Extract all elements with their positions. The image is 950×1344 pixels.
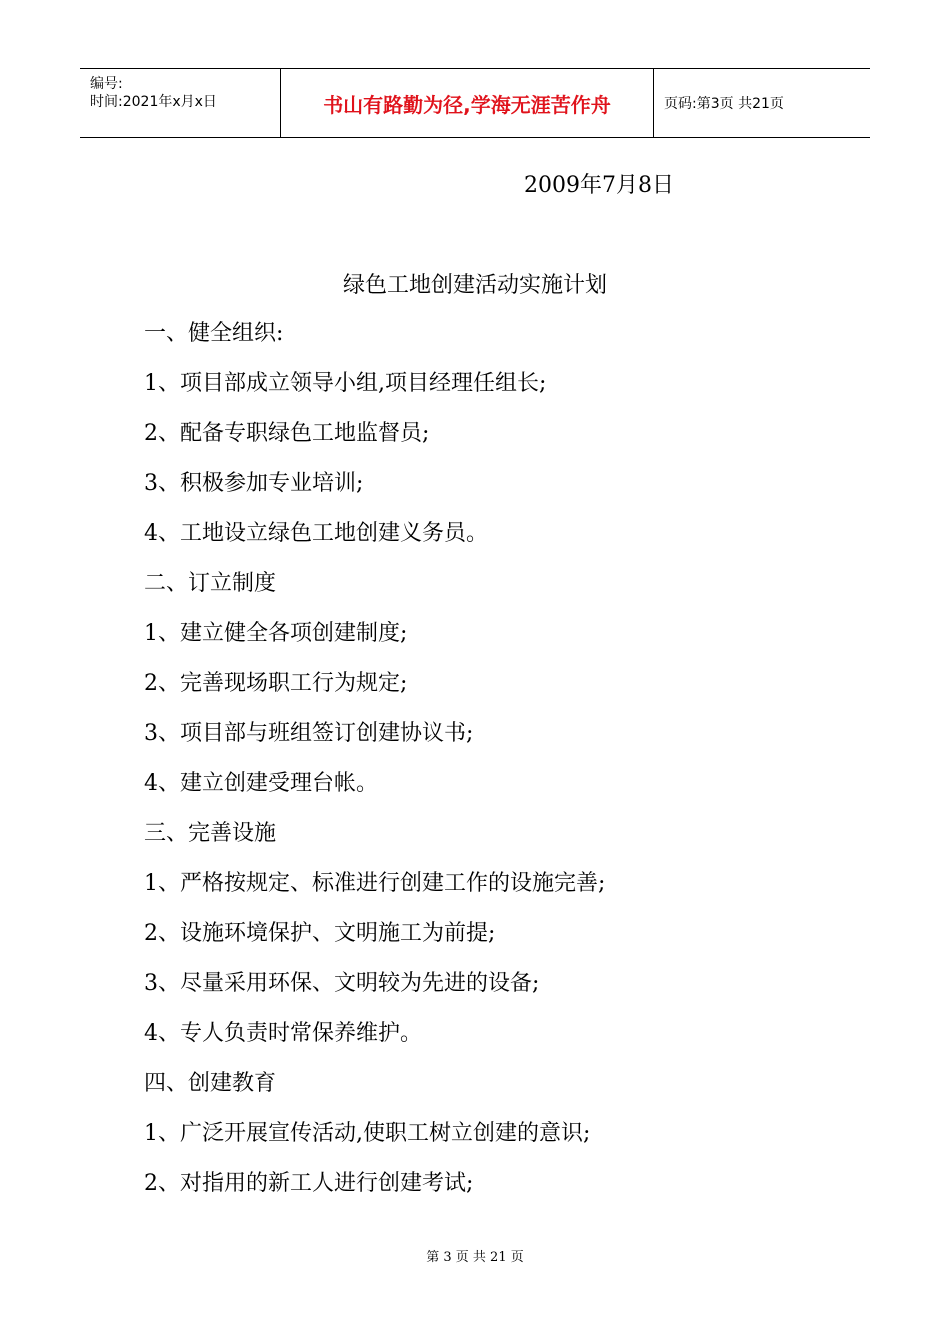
body-line: 2、对指用的新工人进行创建考试; <box>144 1171 474 1196</box>
body-line: 2、完善现场职工行为规定; <box>144 671 408 696</box>
body-line: 1、严格按规定、标准进行创建工作的设施完善; <box>144 871 606 896</box>
body-line: 三、完善设施 <box>144 821 277 846</box>
body-line: 3、项目部与班组签订创建协议书; <box>144 721 474 746</box>
body-line: 一、健全组织: <box>144 321 284 346</box>
body-line: 4、专人负责时常保养维护。 <box>144 1021 422 1046</box>
body-line: 2、设施环境保护、文明施工为前提; <box>144 921 496 946</box>
number-label: 编号: <box>90 76 123 92</box>
document-body <box>144 314 605 1214</box>
document-title: 绿色工地创建活动实施计划 <box>342 273 607 298</box>
document-header <box>80 68 870 138</box>
header-info-cell <box>80 69 281 137</box>
body-line: 1、建立健全各项创建制度; <box>144 621 408 646</box>
body-line: 1、广泛开展宣传活动,使职工树立创建的意识; <box>144 1121 591 1146</box>
body-line: 四、创建教育 <box>144 1071 277 1096</box>
time-label: 时间:2021年x月x日 <box>90 94 217 110</box>
header-motto: 书山有路勤为径,学海无涯苦作舟 <box>281 69 654 137</box>
body-line: 4、建立创建受理台帐。 <box>144 771 378 796</box>
body-line: 3、积极参加专业培训; <box>144 471 364 496</box>
header-page-label: 页码:第3页 共21页 <box>664 96 784 112</box>
body-line: 3、尽量采用环保、文明较为先进的设备; <box>144 971 540 996</box>
body-line: 1、项目部成立领导小组,项目经理任组长; <box>144 371 547 396</box>
document-date: 2009年7月8日 <box>524 173 674 198</box>
page-footer: 第 3 页 共 21 页 <box>426 1250 524 1265</box>
body-line: 4、工地设立绿色工地创建义务员。 <box>144 521 488 546</box>
body-line: 二、订立制度 <box>144 571 277 596</box>
body-line: 2、配备专职绿色工地监督员; <box>144 421 430 446</box>
